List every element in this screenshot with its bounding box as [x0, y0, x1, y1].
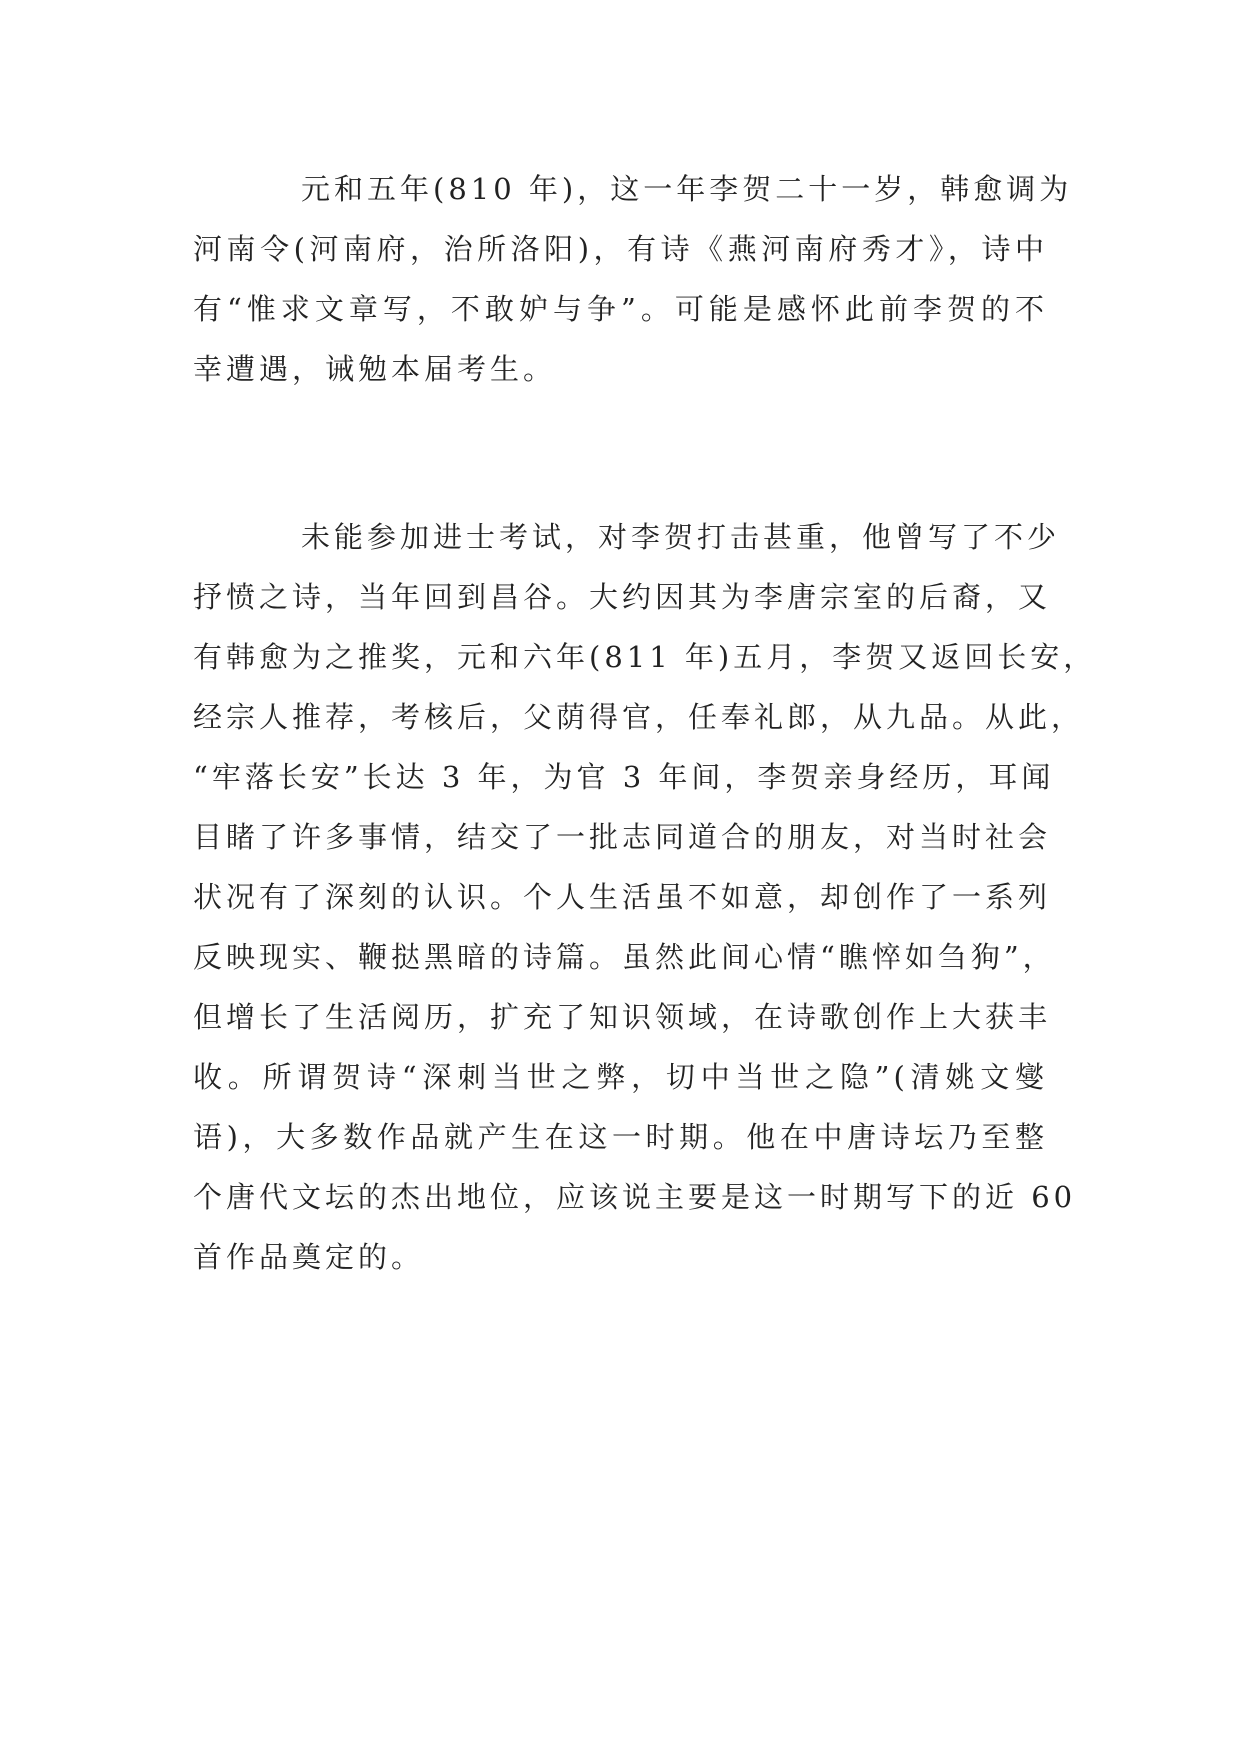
paragraph-line: 经宗人推荐，考核后，父荫得官，任奉礼郎，从九品。从此，	[193, 700, 1085, 734]
paragraph-line: 状况有了深刻的认识。个人生活虽不如意，却创作了一系列	[193, 880, 1052, 914]
paragraph-1	[193, 159, 1073, 399]
paragraph-line: 个唐代文坛的杰出地位，应该说主要是这一时期写下的近 60	[193, 1180, 1077, 1214]
paragraph-line: 语)，大多数作品就产生在这一时期。他在中唐诗坛乃至整	[193, 1120, 1048, 1154]
paragraph-line: 但增长了生活阅历，扩充了知识领域，在诗歌创作上大获丰	[193, 1000, 1052, 1034]
paragraph-line: 目睹了许多事情，结交了一批志同道合的朋友，对当时社会	[193, 820, 1052, 854]
paragraph-line: 首作品奠定的。	[193, 1240, 425, 1274]
paragraph-2	[193, 507, 1097, 1287]
paragraph-line: 河南令(河南府，治所洛阳)，有诗《燕河南府秀才》，诗中	[193, 232, 1048, 266]
paragraph-line: 幸遭遇，诫勉本届考生。	[193, 352, 557, 386]
paragraph-line: “牢落长安”长达 3 年，为官 3 年间，李贺亲身经历，耳闻	[193, 760, 1055, 794]
paragraph-line: 有“惟求文章写，不敢妒与争”。可能是感怀此前李贺的不	[193, 292, 1048, 326]
paragraph-line: 反映现实、鞭挞黑暗的诗篇。虽然此间心情“瞧悴如刍狗”，	[193, 940, 1056, 974]
paragraph-line: 抒愤之诗，当年回到昌谷。大约因其为李唐宗室的后裔，又	[193, 580, 1052, 614]
paragraph-line: 未能参加进士考试，对李贺打击甚重，他曾写了不少	[301, 520, 1061, 554]
paragraph-line: 元和五年(810 年)，这一年李贺二十一岁，韩愈调为	[301, 172, 1073, 206]
paragraph-line: 有韩愈为之推奖，元和六年(811 年)五月，李贺又返回长安，	[193, 640, 1097, 674]
paragraph-line: 收。所谓贺诗“深刺当世之弊，切中当世之隐”(清姚文燮	[193, 1060, 1048, 1094]
